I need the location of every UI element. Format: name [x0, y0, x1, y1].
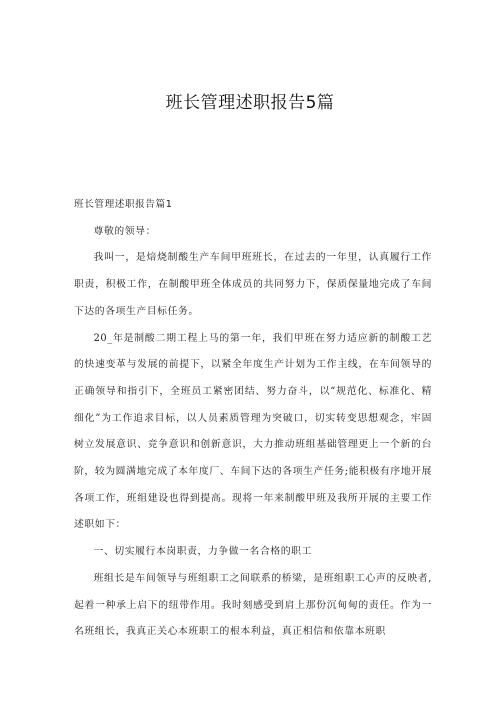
subheading: 一、切实履行本岗职责，力争做一名合格的职工 [93, 546, 312, 558]
paragraph: 班组长是车间领导与班组职工之间联系的桥梁，是班组职工心声的反映者,起着一种承上启下的纽带作用。我时刻感受到肩上那份沉甸甸的责任。作为一名班组长，我真正关心本班职工的根本利益，真正相信和依靠本班职 [74, 572, 432, 638]
document-body [74, 192, 432, 646]
paragraph: 我叫一，是焙烧制酸生产车间甲班班长，在过去的一年里，认真履行工作职责，积极工作，在制酸甲班全体成员的共同努力下，保质保量地完成了车间下达的各项生产目标任务。 [74, 252, 432, 317]
salutation: 尊敬的领导： [93, 225, 156, 237]
section-heading: 班长管理述职报告篇1 [74, 199, 173, 210]
document-title: 班长管理述职报告5篇 [165, 93, 335, 113]
paragraph: 20_年是制酸二期工程上马的第一年，我们甲班在努力适应新的制酸工艺的快速变革与发展的前提下，以紧全年度生产计划为工作主线，在车间领导的正确领导和指引下，全班员工紧密团结、努力奋斗，以“规范化、标准化、精细化”为工作追求目标，以人员素质管理为突破口，切实转变思想观念，牢固树立发展意识、竞争意识和创新意识，大力推动班组基础管理更上一个新的台阶，较为圆满地完成了本年度厂、车间下达的各项生产任务;能积极有序地开展各项工作，班组建设也得到提高。现将一年来制酸甲班及我所开展的主要工作述职如下： [74, 332, 432, 531]
